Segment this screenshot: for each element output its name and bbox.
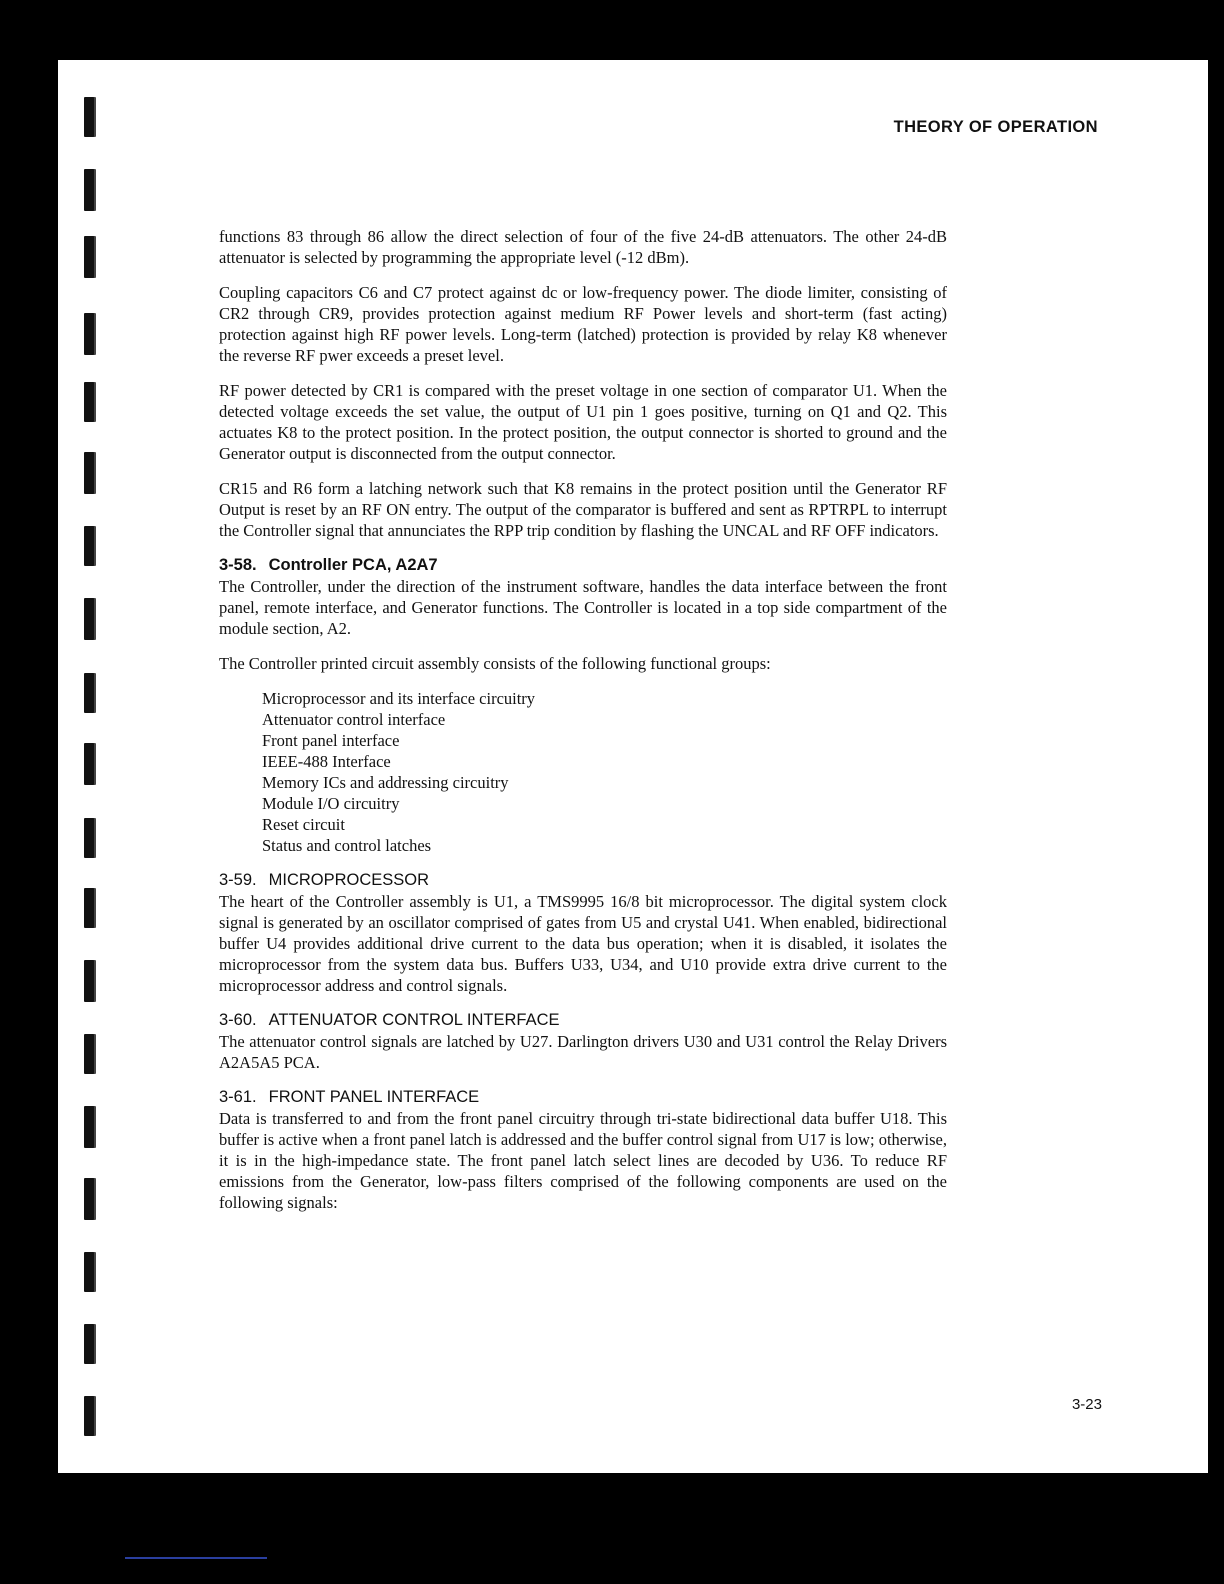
section-body: The heart of the Controller assembly is U1, a TMS9995 16/8 bit microprocessor. The digital system clock signal is generated by an oscillator comprised of gates from U5 and crystal U41. When enabled, bidirectional buffer U4 provides additional drive current to the data bus operation; when it is disabled, it isolates the microprocessor from the system data bus. Buffers U33, U34, and U10 provide extra drive current to the microprocessor address and control signals. bbox=[219, 892, 947, 995]
section-number: 3-60. bbox=[219, 1011, 257, 1029]
binding-hole bbox=[84, 169, 94, 211]
section-heading bbox=[219, 870, 947, 891]
binding-hole bbox=[84, 888, 94, 928]
binding-hole bbox=[84, 236, 94, 278]
functional-groups-list bbox=[262, 688, 947, 856]
section-heading bbox=[219, 1087, 947, 1108]
paragraph: Coupling capacitors C6 and C7 protect against dc or low-frequency power. The diode limiter, consisting of CR2 through CR9, provides protection against medium RF Power levels and short-term (fast acting) protection against high RF power levels. Long-term (latched) protection is provided by relay K8 whenever the reverse RF pwer exceeds a preset level. bbox=[219, 283, 947, 365]
binding-hole bbox=[84, 673, 94, 713]
section-heading bbox=[219, 1010, 947, 1031]
binding-hole bbox=[84, 818, 94, 858]
binding-hole bbox=[84, 1324, 94, 1364]
body-text bbox=[219, 226, 947, 1227]
binding-hole bbox=[84, 1034, 94, 1074]
section-title: FRONT PANEL INTERFACE bbox=[268, 1088, 480, 1106]
section-title: ATTENUATOR CONTROL INTERFACE bbox=[268, 1011, 560, 1029]
binding-hole bbox=[84, 1396, 94, 1436]
binding-hole bbox=[84, 526, 94, 566]
binding-hole bbox=[84, 743, 94, 785]
binding-hole bbox=[84, 313, 94, 355]
binding-hole bbox=[84, 1178, 94, 1220]
section-body: Data is transferred to and from the front panel circuitry through tri-state bidirectional data buffer U18. This buffer is active when a front panel latch is addressed and the buffer control signal from U17 is low; otherwise, it is in the high-impedance state. The front panel latch select lines are decoded by U36. To reduce RF emissions from the Generator, low-pass filters comprised of the following components are used on the following signals: bbox=[219, 1109, 947, 1212]
list-item: Module I/O circuitry bbox=[262, 794, 400, 813]
section-number: 3-58. bbox=[219, 556, 257, 574]
section-heading bbox=[219, 555, 947, 576]
list-item: Status and control latches bbox=[262, 836, 432, 855]
binding-hole bbox=[84, 598, 94, 640]
page-number: 3-23 bbox=[1071, 1396, 1102, 1413]
section-body: The Controller, under the direction of the instrument software, handles the data interface between the front panel, remote interface, and Generator functions. The Controller is located in a top side compartment of the module section, A2. bbox=[219, 577, 947, 638]
binding-hole bbox=[84, 452, 94, 494]
document-page bbox=[58, 60, 1208, 1473]
paragraph: functions 83 through 86 allow the direct selection of four of the five 24-dB attenuators. The other 24-dB attenuator is selected by programming the appropriate level (-12 dBm). bbox=[219, 227, 947, 267]
list-item: Front panel interface bbox=[262, 731, 400, 750]
running-head: THEORY OF OPERATION bbox=[893, 118, 1098, 136]
section-body: The attenuator control signals are latched by U27. Darlington drivers U30 and U31 control the Relay Drivers A2A5A5 PCA. bbox=[219, 1032, 947, 1072]
list-item: IEEE-488 Interface bbox=[262, 752, 391, 771]
list-item: Microprocessor and its interface circuitry bbox=[262, 689, 536, 708]
section-title: Controller PCA, A2A7 bbox=[268, 556, 438, 574]
list-item: Reset circuit bbox=[262, 815, 345, 834]
binding-hole bbox=[84, 1252, 94, 1292]
scan-edge-line bbox=[125, 1557, 267, 1559]
section-number: 3-59. bbox=[219, 871, 257, 889]
section-title: MICROPROCESSOR bbox=[268, 871, 430, 889]
binding-hole bbox=[84, 1106, 94, 1148]
paragraph: RF power detected by CR1 is compared with the preset voltage in one section of comparator U1. When the detected voltage exceeds the set value, the output of U1 pin 1 goes positive, turning on Q1 and Q2. This actuates K8 to the protect position. In the protect position, the output connector is shorted to ground and the Generator output is disconnected from the output connector. bbox=[219, 381, 947, 463]
binding-hole bbox=[84, 97, 94, 137]
binding-hole bbox=[84, 382, 94, 422]
binding-hole bbox=[84, 960, 94, 1002]
paragraph: The Controller printed circuit assembly consists of the following functional groups: bbox=[219, 654, 771, 673]
paragraph: CR15 and R6 form a latching network such that K8 remains in the protect position until the Generator RF Output is reset by an RF ON entry. The output of the comparator is buffered and sent as RPTRPL to interrupt the Controller signal that annunciates the RPP trip condition by flashing the UNCAL and RF OFF indicators. bbox=[219, 479, 947, 540]
list-item: Attenuator control interface bbox=[262, 710, 446, 729]
list-item: Memory ICs and addressing circuitry bbox=[262, 773, 509, 792]
section-number: 3-61. bbox=[219, 1088, 257, 1106]
